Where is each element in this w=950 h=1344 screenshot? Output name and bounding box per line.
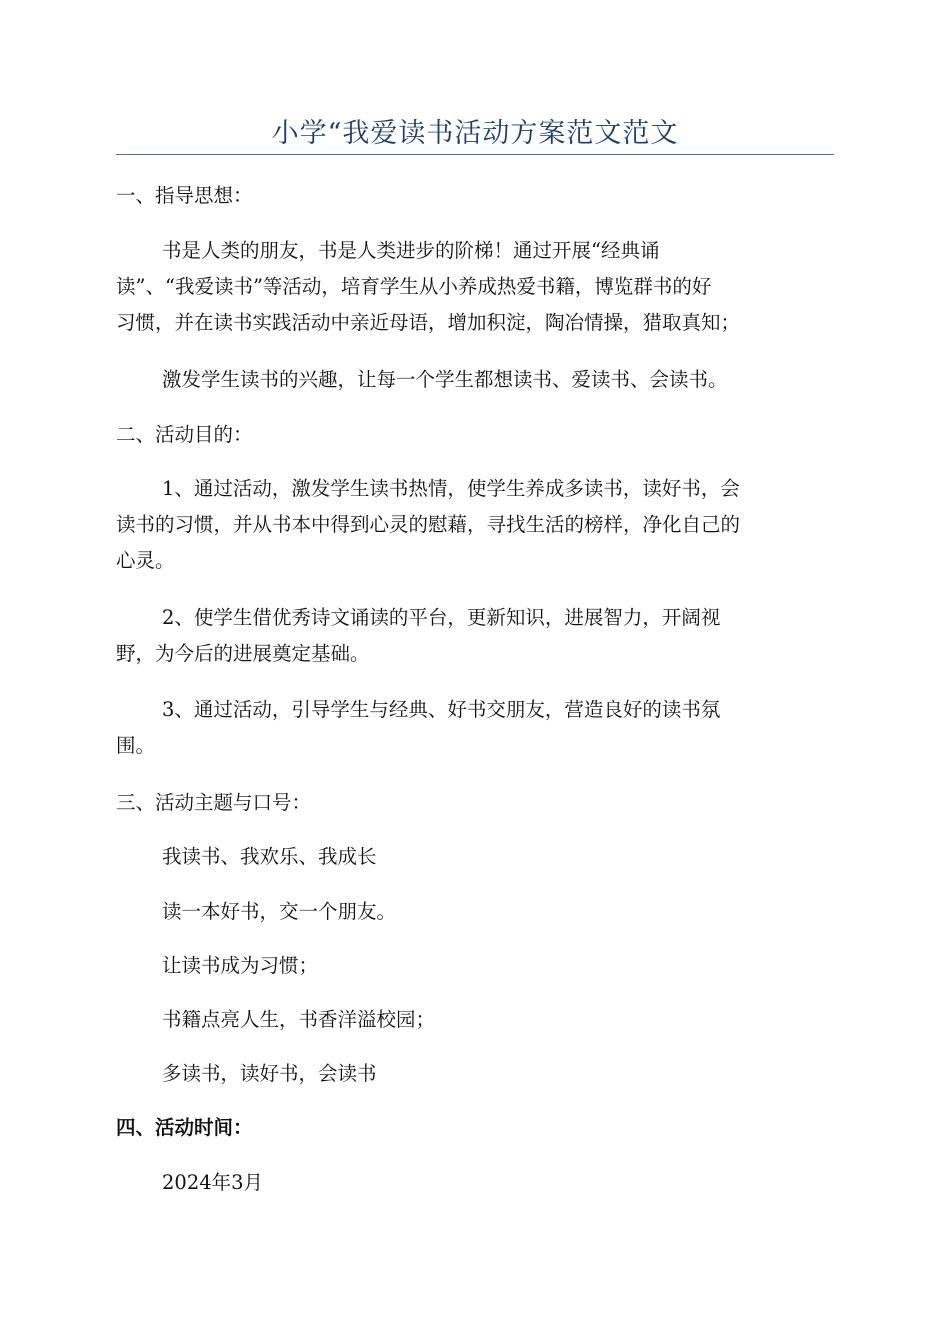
section-3-heading: 三、活动主题与口号：: [116, 791, 312, 814]
paragraph-line: 野，为今后的进展奠定基础。: [116, 642, 370, 665]
paragraph-line: 围。: [116, 734, 156, 757]
paragraph-line: 书是人类的朋友，书是人类进步的阶梯！通过开展“经典诵: [162, 239, 660, 262]
section-2-item-2: [116, 600, 836, 672]
section-2-item-1: [116, 471, 836, 579]
document-title: 小学“我爱读书活动方案范文范文: [271, 118, 679, 149]
paragraph-line: 3、通过活动，引导学生与经典、好书交朋友，营造良好的读书氛: [162, 698, 721, 721]
section-1-paragraph-1: [116, 233, 836, 341]
paragraph-line: 1、通过活动，激发学生读书热情，使学生养成多读书，读好书，会: [162, 477, 740, 500]
paragraph-line: 读书的习惯，并从书本中得到心灵的慰藉，寻找生活的榜样，净化自己的: [116, 513, 741, 536]
section-1-paragraph-2: 激发学生读书的兴趣，让每一个学生都想读书、爱读书、会读书。: [162, 368, 728, 391]
activity-time: 2024年3月: [162, 1171, 264, 1194]
slogan-item: 书籍点亮人生，书香洋溢校园；: [162, 1008, 436, 1031]
slogan-item: 读一本好书，交一个朋友。: [162, 900, 397, 923]
paragraph-line: 心灵。: [116, 549, 175, 572]
paragraph-line: 习惯，并在读书实践活动中亲近母语，增加积淀，陶冶情操，猎取真知；: [116, 311, 741, 334]
slogan-item: 让读书成为习惯；: [162, 954, 319, 977]
paragraph-line: 2、使学生借优秀诗文诵读的平台，更新知识，进展智力，开阔视: [162, 606, 721, 629]
section-2-heading: 二、活动目的：: [116, 423, 253, 446]
slogan-item: 我读书、我欢乐、我成长: [162, 845, 377, 868]
section-2-item-3: [116, 692, 836, 764]
title-underline: [116, 154, 834, 155]
slogan-item: 多读书，读好书，会读书: [162, 1062, 377, 1085]
paragraph-line: 读”、“我爱读书”等活动，培育学生从小养成热爱书籍，博览群书的好: [116, 275, 712, 298]
section-4-heading: 四、活动时间：: [116, 1116, 253, 1139]
section-1-heading: 一、指导思想：: [116, 184, 253, 207]
